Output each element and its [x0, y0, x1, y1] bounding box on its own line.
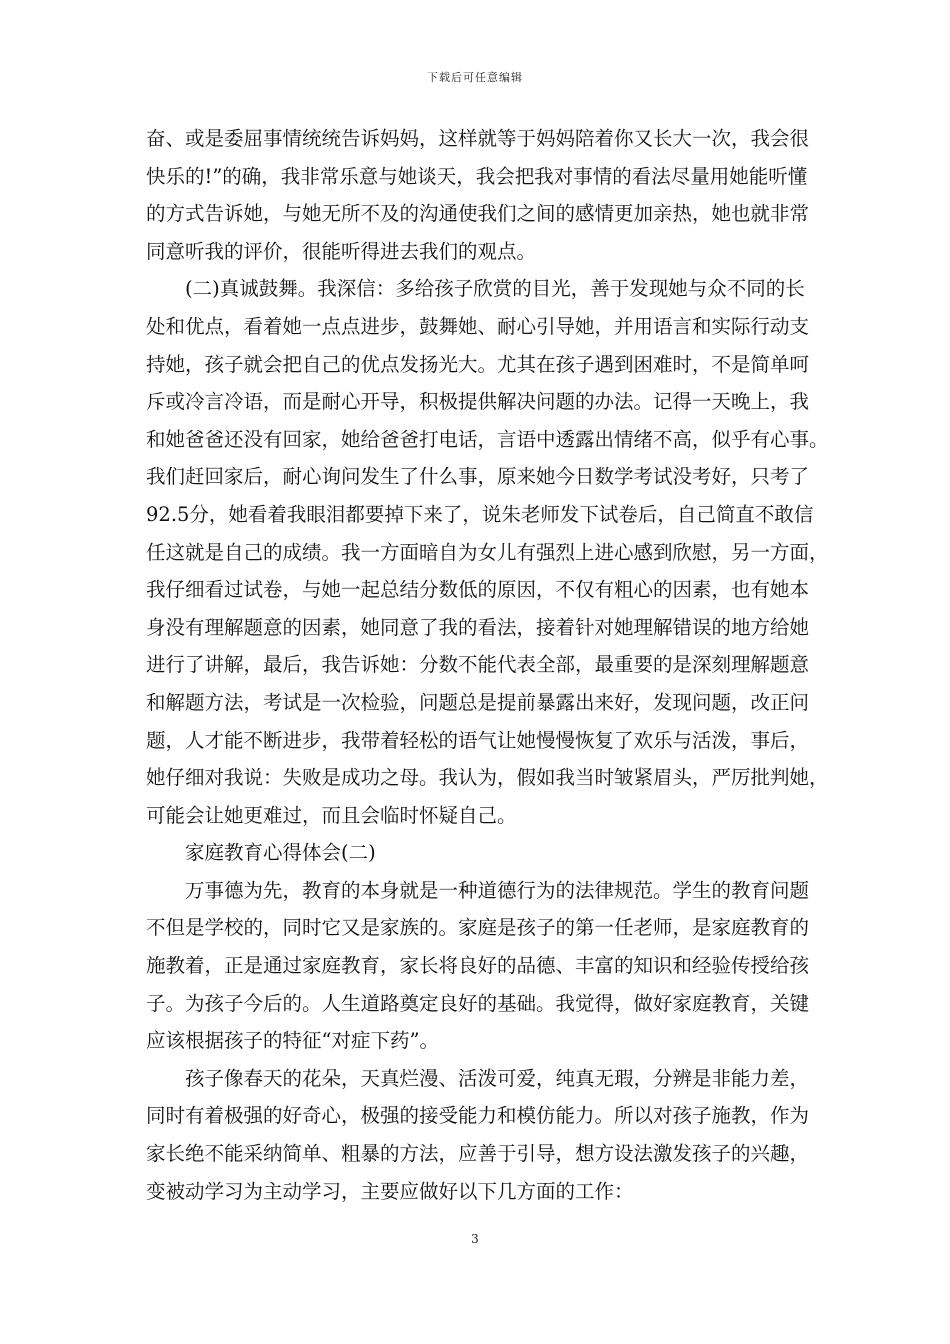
text-line: 和解题方法，考试是一次检验，问题总是提前暴露出来好，发现问题，改正问 — [146, 690, 810, 714]
text-line: 奋、或是委屈事情统统告诉妈妈，这样就等于妈妈陪着你又长大一次，我会很 — [146, 127, 810, 150]
text-line: 身没有理解题意的因素，她同意了我的看法，接着针对她理解错误的地方给她 — [146, 615, 810, 639]
text-line: 我仔细看过试卷，与她一起总结分数低的原因，不仅有粗心的因素，也有她本 — [146, 578, 810, 602]
text-line: 孩子像春天的花朵，天真烂漫、活泼可爱，纯真无瑕，分辨是非能力差， — [185, 1066, 810, 1090]
text-line: 我们赶回家后，耐心询问发生了什么事，原来她今日数学考试没考好，只考了 — [146, 465, 810, 489]
text-line: 题，人才能不断进步，我带着轻松的语气让她慢慢恢复了欢乐与活泼，事后， — [146, 728, 810, 752]
text-line: (二)真诚鼓舞。我深信：多给孩子欣赏的目光，善于发现她与众不同的长 — [185, 277, 805, 301]
text-line: 和她爸爸还没有回家，她给爸爸打电话，言语中透露出情绪不高，似乎有心事。 — [146, 427, 829, 451]
text-line: 处和优点，看着她一点点进步，鼓舞她、耐心引导她，并用语言和实际行动支 — [146, 314, 810, 338]
text-line: 子。为孩子今后的。人生道路奠定良好的基础。我觉得，做好家庭教育，关键 — [146, 991, 810, 1015]
text-line: 可能会让她更难过，而且会临时怀疑自己。 — [146, 803, 517, 827]
page-number: 3 — [471, 1232, 479, 1246]
text-line: 她仔细对我说：失败是成功之母。我认为，假如我当时皱紧眉头，严厉批判她， — [146, 766, 829, 790]
text-line: 快乐的!”的确，我非常乐意与她谈天，我会把我对事情的看法尽量用她能听懂 — [146, 164, 808, 188]
page-header: 下载后可任意编辑 — [427, 71, 523, 84]
text-line: 斥或冷言冷语，而是耐心开导，积极提供解决问题的办法。记得一天晚上，我 — [146, 390, 810, 414]
text-line: 同时有着极强的好奇心，极强的接受能力和模仿能力。所以对孩子施教，作为 — [146, 1104, 810, 1128]
text-line: 变被动学习为主动学习，主要应做好以下几方面的工作： — [146, 1179, 634, 1203]
text-line: 万事德为先，教育的本身就是一种道德行为的法律规范。学生的教育问题 — [185, 878, 810, 902]
text-line: 家长绝不能采纳简单、粗暴的方法，应善于引导，想方设法激发孩子的兴趣， — [146, 1142, 810, 1166]
text-line: 应该根据孩子的特征“对症下药”。 — [146, 1029, 439, 1053]
text-line: 施教着，正是通过家庭教育，家长将良好的品德、丰富的知识和经验传授给孩 — [146, 954, 810, 978]
text-line: 持她，孩子就会把自己的优点发扬光大。尤其在孩子遇到困难时，不是简单呵 — [146, 352, 810, 376]
text-line: 同意听我的评价，很能听得进去我们的观点。 — [146, 239, 537, 263]
text-line: 不但是学校的，同时它又是家族的。家庭是孩子的第一任老师，是家庭教育的 — [146, 916, 810, 940]
text-line: 家庭教育心得体会(二) — [185, 841, 376, 865]
text-line: 92.5分，她看着我眼泪都要掉下来了，说朱老师发下试卷后，自己简直不敢信 — [146, 502, 814, 526]
text-line: 进行了讲解，最后，我告诉她：分数不能代表全部，最重要的是深刻理解题意 — [146, 653, 810, 677]
document-body — [146, 120, 829, 1210]
text-line: 任这就是自己的成绩。我一方面暗自为女儿有强烈上进心感到欣慰，另一方面， — [146, 540, 829, 564]
text-line: 的方式告诉她，与她无所不及的沟通使我们之间的感情更加亲热，她也就非常 — [146, 202, 810, 226]
